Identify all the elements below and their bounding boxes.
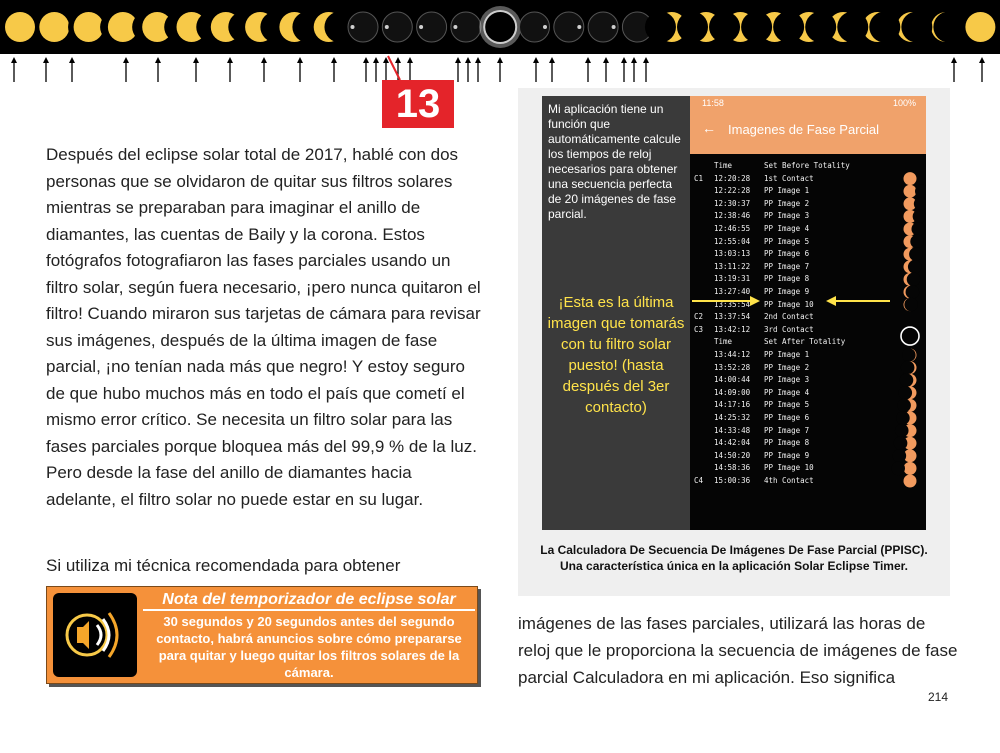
- row-description: 1st Contact: [764, 173, 814, 183]
- totality-thumbnail: [901, 327, 919, 345]
- row-time: 13:44:12: [714, 350, 751, 359]
- arrow-up-icon: [549, 57, 555, 82]
- status-time: 11:58: [702, 98, 724, 108]
- arrow-up-icon: [603, 57, 609, 82]
- phase-thumbnail: [904, 172, 917, 185]
- arrow-up-icon: [363, 57, 369, 82]
- phase-thumbnail: [901, 361, 917, 375]
- note-title: Nota del temporizador de eclipse solar: [143, 589, 475, 611]
- row-time: 12:46:55: [714, 224, 751, 233]
- row-time: 13:35:54: [714, 299, 751, 309]
- row-description: PP Image 8: [764, 274, 810, 284]
- arrow-up-icon: [631, 57, 637, 82]
- row-description: 2nd Contact: [764, 312, 814, 322]
- arrow-up-icon: [497, 57, 503, 82]
- arrow-up-icon: [533, 57, 539, 82]
- row-description: PP Image 1: [764, 350, 810, 359]
- eclipse-phase-icon: [417, 12, 447, 42]
- row-description: PP Image 1: [764, 186, 810, 196]
- eclipse-phase-icon: [588, 12, 618, 42]
- note-body: 30 segundos y 20 segundos antes del segundo contacto, habrá anuncios sobre cómo prepararse para quitar y luego quitar los filtros solares de la cámara.: [156, 614, 462, 680]
- app-title: Imagenes de Fase Parcial: [728, 122, 880, 137]
- row-time: 13:37:54: [714, 312, 751, 322]
- phase-thumbnail: [904, 475, 917, 488]
- arrow-up-icon: [465, 57, 471, 82]
- row-description: PP Image 9: [764, 450, 810, 460]
- eclipse-phase-icon: [554, 12, 584, 42]
- row-time: 13:42:12: [714, 324, 751, 334]
- pointer-arrow-icon: [690, 294, 760, 308]
- row-time: 14:09:00: [714, 387, 751, 397]
- arrow-up-icon: [227, 57, 233, 82]
- phase-thumbnail: [891, 462, 916, 476]
- row-description: Set After Totality: [764, 337, 846, 347]
- eclipse-phase-icon: [933, 12, 995, 43]
- status-bar: [702, 98, 916, 112]
- row-description: 3rd Contact: [764, 324, 814, 334]
- body-paragraph-2: Si utiliza mi técnica recomendada para obtener: [46, 556, 401, 575]
- phase-thumbnail: [904, 273, 921, 287]
- row-description: PP Image 2: [764, 198, 810, 208]
- phase-thumbnail: [900, 373, 917, 387]
- eclipse-phase-icon: [382, 12, 412, 42]
- phase-thumbnail: [904, 197, 927, 211]
- phase-thumbnail: [894, 436, 917, 450]
- phase-thumbnails: [690, 154, 926, 530]
- sequence-table: [690, 154, 926, 530]
- back-arrow-icon[interactable]: ←: [702, 120, 716, 136]
- row-time: 12:22:28: [714, 186, 751, 196]
- row-time: 14:42:04: [714, 438, 751, 448]
- phase-thumbnail: [904, 235, 924, 249]
- arrow-up-icon: [331, 57, 337, 82]
- last-image-callout: ¡Esta es la última imagen que tomarás con tu filtro solar puesto! (hasta después del 3er contacto): [547, 294, 685, 416]
- explanation-panel: [542, 96, 690, 530]
- app-screenshot: [542, 96, 926, 530]
- battery-level: 100%: [892, 98, 916, 108]
- page-number: 214: [928, 690, 949, 704]
- row-description: PP Image 6: [764, 413, 810, 422]
- phase-thumbnail: [904, 222, 926, 236]
- phase-thumbnail: [898, 386, 916, 400]
- arrow-up-icon: [951, 57, 957, 82]
- figure-caption: La Calculadora De Secuencia De Imágenes De Fase Parcial (PPISC). Una característica única en la aplicación Solar Eclipse Timer.: [540, 543, 928, 573]
- arrow-up-icon: [261, 57, 267, 82]
- row-description: PP Image 3: [764, 375, 810, 385]
- row-label: C1: [694, 173, 704, 183]
- arrow-up-icon: [979, 57, 985, 82]
- arrow-up-icon: [585, 57, 591, 82]
- row-description: PP Image 8: [764, 438, 810, 448]
- arrow-up-icon: [43, 57, 49, 82]
- row-time: 12:38:46: [714, 211, 751, 221]
- arrow-up-icon: [475, 57, 481, 82]
- row-time: 15:00:36: [714, 476, 751, 485]
- row-description: PP Image 7: [764, 425, 810, 435]
- phase-thumbnail: [893, 449, 917, 463]
- row-description: 4th Contact: [764, 476, 814, 485]
- row-time: 14:50:20: [714, 450, 751, 460]
- arrow-up-icon: [455, 57, 461, 82]
- app-figure: [518, 88, 950, 596]
- section-badge: 13: [382, 80, 454, 128]
- row-description: PP Image 5: [764, 236, 810, 246]
- row-description: PP Image 9: [764, 287, 810, 296]
- row-time: 12:55:04: [714, 236, 751, 246]
- body-paragraph-3: imágenes de las fases parciales, utilizará las horas de reloj que le proporciona la secuencia de imágenes de fase parcial Calculadora en mi aplicación. Eso significa: [518, 614, 958, 687]
- row-description: PP Image 3: [764, 211, 810, 221]
- phase-thumbnail: [902, 348, 916, 362]
- eclipse-phase-icon: [451, 12, 481, 42]
- app-bar: [690, 96, 926, 154]
- eclipse-phase-icon: [348, 12, 378, 42]
- phase-thumbnail: [904, 260, 922, 274]
- arrow-up-icon: [11, 57, 17, 82]
- row-time: 13:11:22: [714, 261, 751, 271]
- phase-thumbnail: [904, 298, 918, 312]
- row-time: 13:27:40: [714, 287, 751, 296]
- timer-note-box: [46, 586, 478, 684]
- row-description: PP Image 4: [764, 387, 810, 397]
- row-time: Time: [714, 161, 733, 170]
- row-description: PP Image 10: [764, 299, 814, 309]
- phase-thumbnail: [896, 411, 916, 425]
- eclipse-phase-icon: [520, 12, 550, 42]
- contact-arrows: [0, 54, 1000, 84]
- row-time: 12:20:28: [714, 173, 751, 183]
- row-time: 13:19:31: [714, 274, 751, 284]
- row-time: Time: [714, 337, 733, 347]
- timer-speaker-icon: [53, 593, 137, 677]
- phase-thumbnail: [904, 184, 927, 198]
- phase-thumbnail: [904, 247, 923, 261]
- row-time: 14:25:32: [714, 413, 751, 422]
- row-description: PP Image 2: [764, 362, 810, 372]
- row-description: PP Image 10: [764, 463, 814, 473]
- row-label: C3: [694, 324, 704, 334]
- explanation-text: Mi aplicación tiene un función que automáticamente calcule los tiempos de reloj necesarios para obtener una secuencia perfecta de 20 imágenes de fase parcial.: [548, 102, 681, 221]
- row-time: 14:58:36: [714, 463, 751, 473]
- row-time: 14:00:44: [714, 375, 751, 385]
- row-time: 14:17:16: [714, 400, 751, 410]
- arrow-up-icon: [155, 57, 161, 82]
- arrow-up-icon: [621, 57, 627, 82]
- row-description: PP Image 4: [764, 224, 810, 233]
- arrow-up-icon: [297, 57, 303, 82]
- row-time: 13:03:13: [714, 249, 751, 259]
- phase-thumbnail: [895, 424, 917, 438]
- arrow-up-icon: [407, 57, 413, 82]
- row-description: PP Image 6: [764, 249, 810, 259]
- arrow-up-icon: [69, 57, 75, 82]
- phase-thumbnail: [904, 285, 920, 299]
- arrow-up-icon: [193, 57, 199, 82]
- row-time: 12:30:37: [714, 198, 751, 208]
- row-label: C2: [694, 312, 704, 322]
- row-time: 13:52:28: [714, 362, 751, 372]
- arrow-up-icon: [123, 57, 129, 82]
- phase-thumbnail: [897, 399, 916, 413]
- eclipse-phase-icon: [479, 6, 521, 48]
- eclipse-sequence-strip: [0, 0, 1000, 54]
- row-label: C4: [694, 476, 704, 485]
- row-time: 14:33:48: [714, 425, 751, 435]
- row-description: PP Image 7: [764, 261, 810, 271]
- pointer-arrow-icon: [826, 294, 892, 308]
- row-description: Set Before Totality: [764, 161, 850, 170]
- arrow-up-icon: [643, 57, 649, 82]
- row-description: PP Image 5: [764, 400, 810, 410]
- body-paragraph-1: Después del eclipse solar total de 2017, hablé con dos personas que se olvidaron de quitar sus filtros solares mientras se preparaban para imaginar el anillo de diamantes, las cuentas de Baily y la corona. Estos fotógrafos fotografiaron las fases parciales usando un filtro solar, según fuera necesario, ¡pero nunca quitaron el filtro! Cuando miraron sus tarjetas de cámara para revisar sus imágenes, después de la última imagen de fase parcial, ¡no tenían nada más que negro! Y estoy seguro de que hubo muchos más en todo el país que cometí el mismo error crítico. Se necesita un filtro solar para las fases parciales porque bloquea más del 99,9 % de la luz. Pero desde la fase del anillo de diamantes hacia adelante, el filtro solar no puede estar en su lugar.: [46, 145, 481, 509]
- arrow-up-icon: [383, 57, 389, 82]
- phase-thumbnail: [904, 210, 927, 224]
- arrow-up-icon: [373, 57, 379, 82]
